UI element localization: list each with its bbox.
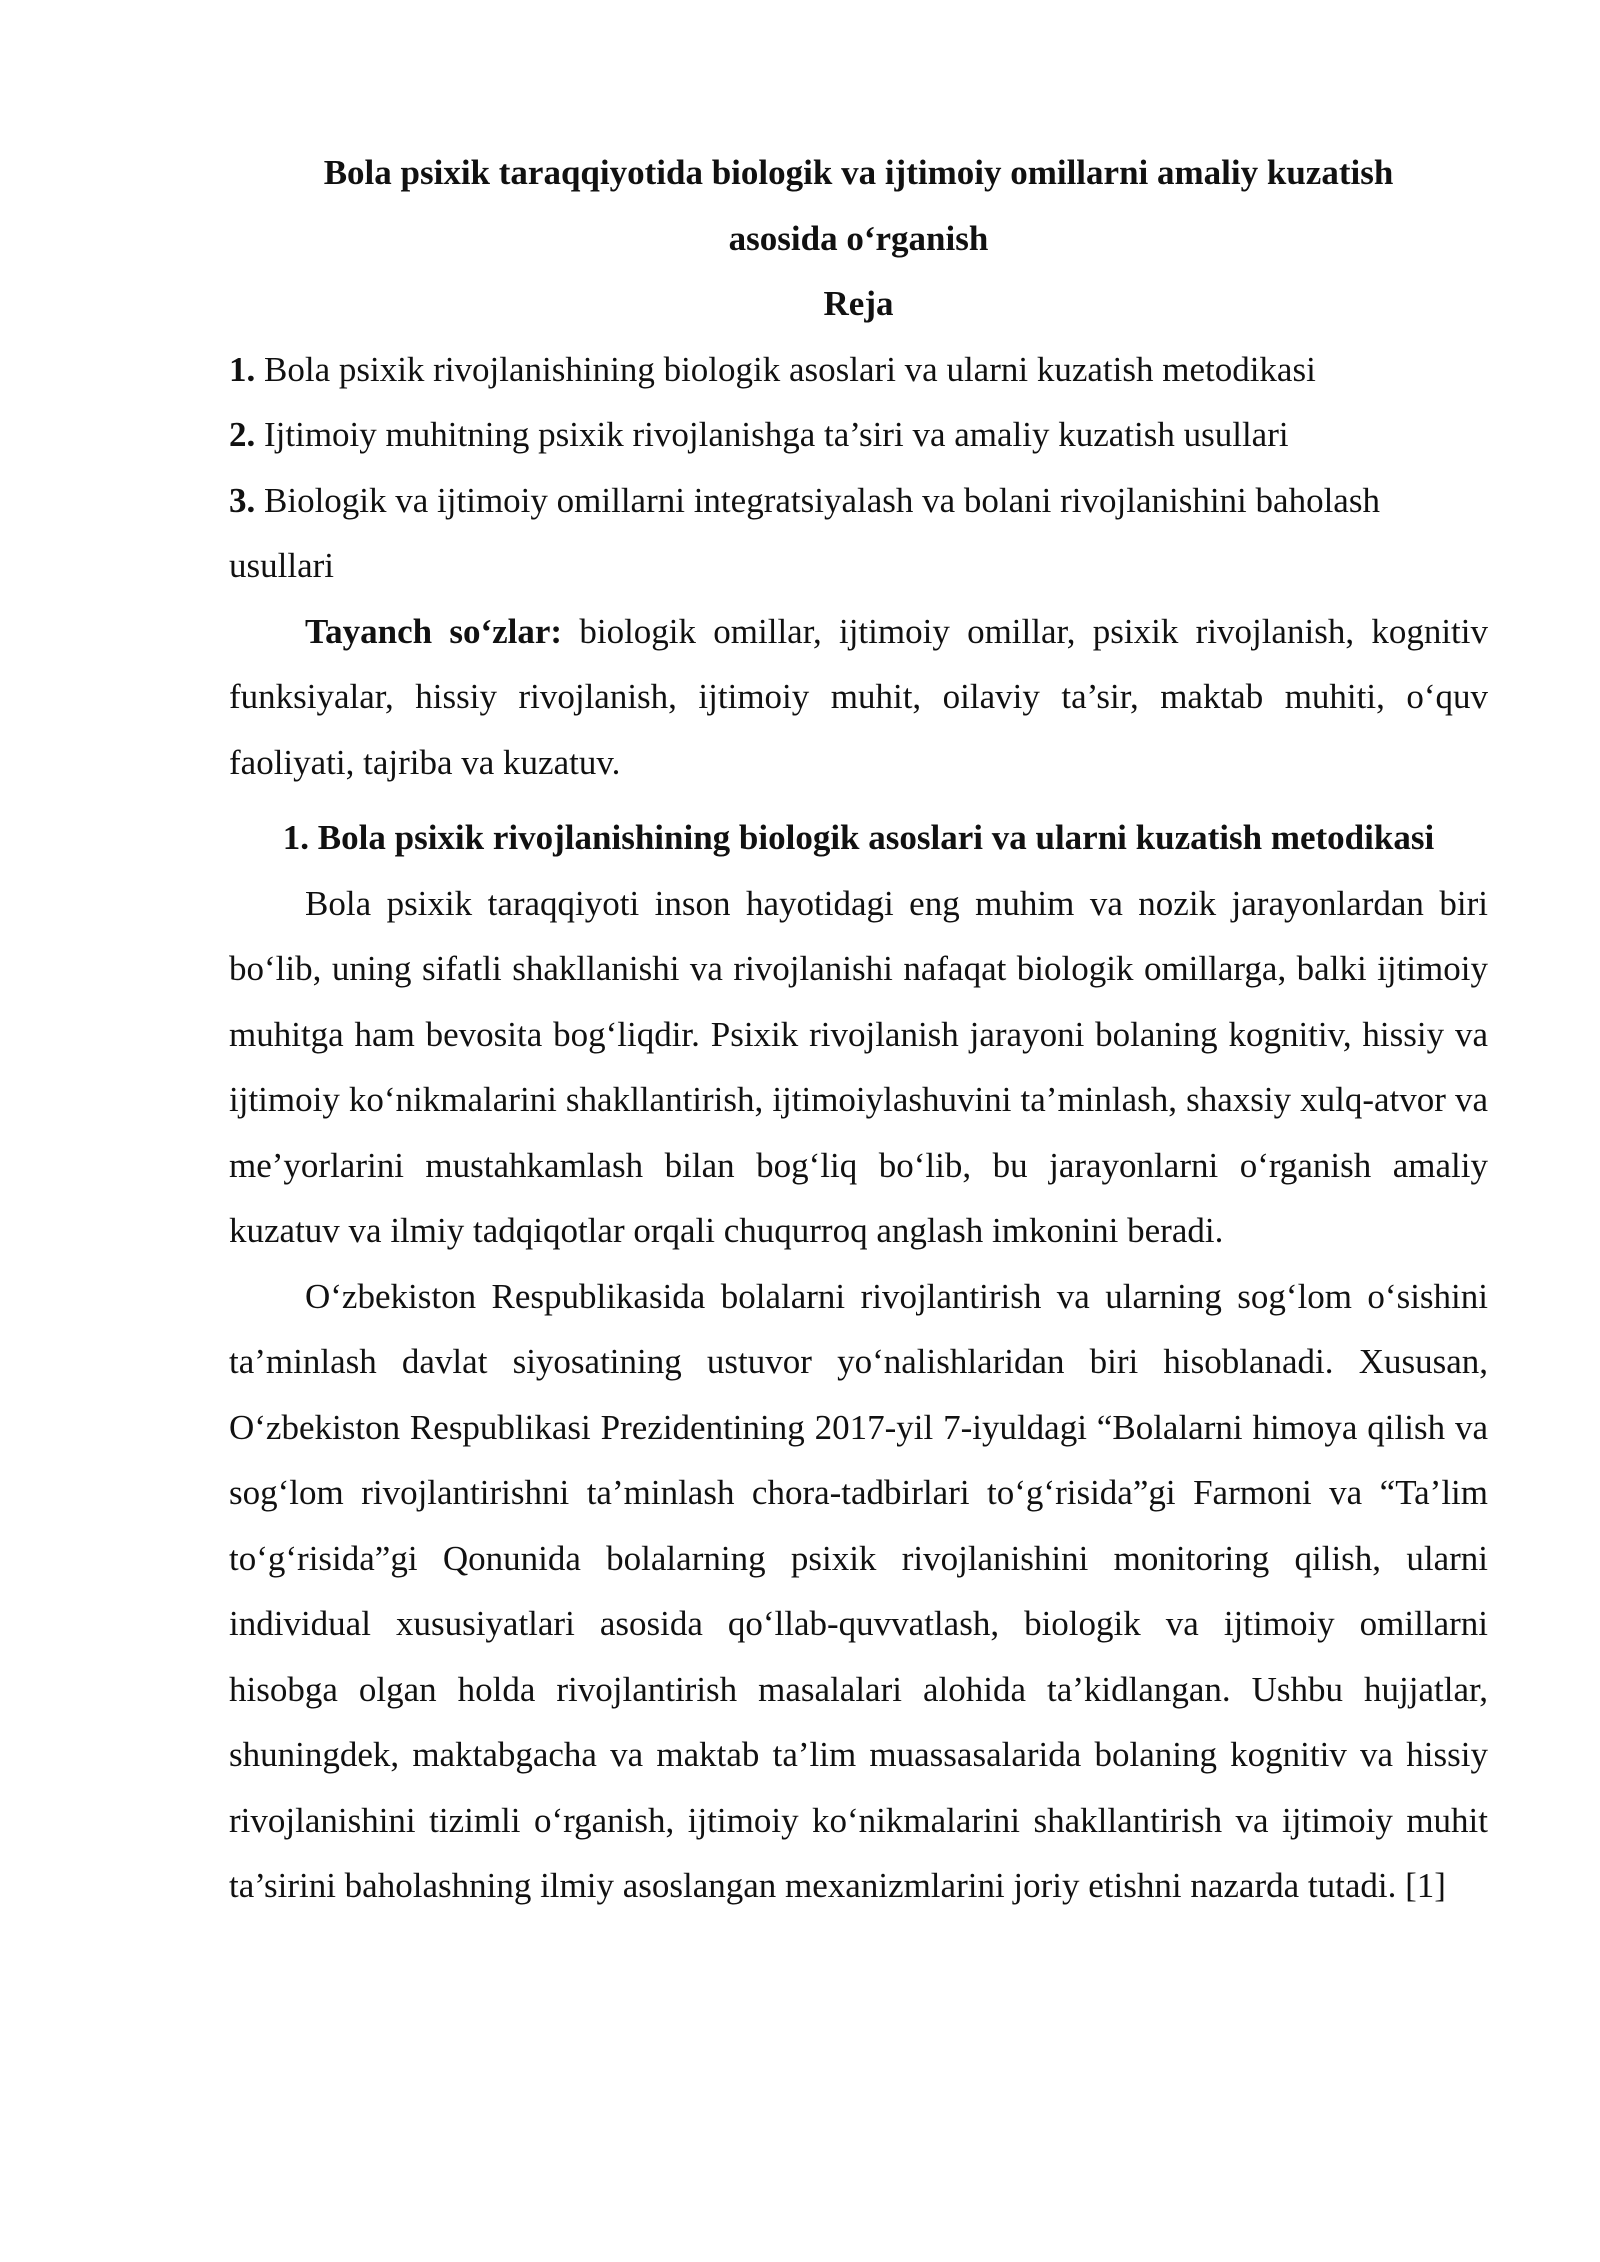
plan-item [229,468,1488,599]
plan-item [229,402,1488,468]
keywords-paragraph [229,599,1488,796]
body-paragraph: Bola psixik taraqqiyoti inson hayotidagi eng muhim va nozik jarayonlardan biri bo‘lib, uning sifatli shakllanishi va rivojlanishi nafaqat biologik omillarga, balki ijtimoiy muhitga ham bevosita bog‘liqdir. Psixik rivojlanish jarayoni bolaning kognitiv, hissiy va ijtimoiy ko‘nikmalarini shakllantirish, ijtimoiylashuvini ta’minlash, shaxsiy xulq-atvor va me’yorlarini mustahkamlash bilan bog‘liq bo‘lib, bu jarayonlarni o‘rganish amaliy kuzatuv va ilmiy tadqiqotlar orqali chuqurroq anglash imkonini beradi. [229,883,1488,1250]
plan-item-text: Biologik va ijtimoiy omillarni integratsiyalash va bolani rivojlanishini baholash usullari [229,480,1380,585]
plan-item [229,337,1488,403]
plan-item-number: 1. [229,349,256,389]
section-heading: 1. Bola psixik rivojlanishining biologik asoslari va ularni kuzatish metodikasi [282,818,1435,857]
keywords-label: Tayanch so‘zlar: [305,611,563,651]
plan-item-text: Bola psixik rivojlanishining biologik asoslari va ularni kuzatish metodikasi [255,349,1316,389]
plan-heading: Reja [823,284,894,323]
plan-list [229,337,1488,599]
plan-item-number: 2. [229,415,256,454]
keywords-text: biologik omillar, ijtimoiy omillar, psixik rivojlanish, kognitiv funksiyalar, hissiy rivojlanish, ijtimoiy muhit, oilaviy ta’sir, maktab muhiti, o‘quv faoliyati, tajriba va kuzatuv. [229,611,1488,782]
document-page [229,140,1488,1919]
plan-item-number: 3. [229,480,256,520]
document-title: Bola psixik taraqqiyotida biologik va ijtimoiy omillarni amaliy kuzatish asosida o‘rganish [323,153,1394,258]
body-paragraph: O‘zbekiston Respublikasida bolalarni rivojlantirish va ularning sog‘lom o‘sishini ta’minlash davlat siyosatining ustuvor yo‘nalishlaridan biri hisoblanadi. Xususan, O‘zbekiston Respublikasi Prezidentining 2017-yil 7-iyuldagi “Bolalarni himoya qilish va sog‘lom rivojlantirishni ta’minlash chora-tadbirlari to‘g‘risida”gi Farmoni va “Ta’lim to‘g‘risida”gi Qonunida bolalarning psixik rivojlanishini monitoring qilish, ularni individual xususiyatlari asosida qo‘llab-quvvatlash, biologik va ijtimoiy omillarni hisobga olgan holda rivojlantirish masalalari alohida ta’kidlangan. Ushbu hujjatlar, shuningdek, maktabgacha va maktab ta’lim muassasalarida bolaning kognitiv va hissiy rivojlanishini tizimli o‘rganish, ijtimoiy ko‘nikmalarini shakllantirish va ijtimoiy muhit ta’sirini baholashning ilmiy asoslangan mexanizmlarini joriy etishni nazarda tutadi. [1] [229,1276,1488,1905]
plan-item-text: Ijtimoiy muhitning psixik rivojlanishga ta’siri va amaliy kuzatish usullari [255,415,1289,454]
